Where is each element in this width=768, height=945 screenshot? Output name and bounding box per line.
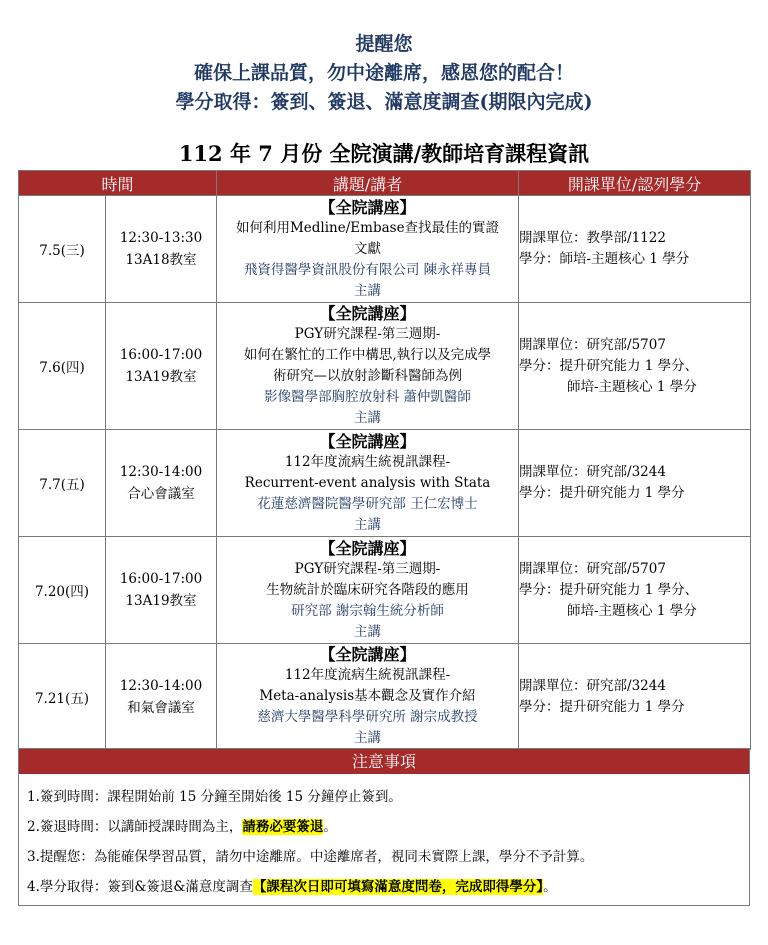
table-row — [19, 303, 751, 430]
note-sign-out: 2.簽退時間：以講師授課時間為主，請務必要簽退。 — [27, 819, 337, 835]
row-unit: 開課單位：研究部/5707 學分：提升研究能力 1 學分、 師培-主題核心 1 學分 — [519, 537, 751, 644]
col-header-unit: 開課單位/認列學分 — [519, 171, 751, 196]
row-topic: 【全院講座】 PGY研究課程-第三週期- 生物統計於臨床研究各階段的應用 研究部 謝宗翰生統分析師 主講 — [217, 537, 519, 644]
reminder-line-3: 學分取得：簽到、簽退、滿意度調查(期限內完成) — [175, 91, 593, 113]
note-reminder: 3.提醒您：為能確保學習品質，請勿中途離席。中途離席者，視同未實際上課，學分不予計算。 — [27, 849, 594, 865]
row-date: 7.6(四) — [19, 303, 106, 430]
page-title: 112 年 7 月份 全院演講/教師培育課程資訊 — [178, 141, 590, 166]
table-row — [19, 537, 751, 644]
row-time-room: 16:00-17:00 13A19教室 — [106, 537, 217, 644]
row-date: 7.20(四) — [19, 537, 106, 644]
table-row — [19, 430, 751, 537]
row-date: 7.5(三) — [19, 196, 106, 303]
note-credit-highlight: 【課程次日即可填寫滿意度問卷，完成即得學分】 — [252, 879, 544, 895]
col-header-topic: 講題/講者 — [217, 171, 519, 196]
row-unit: 開課單位：研究部/5707 學分：提升研究能力 1 學分、 師培-主題核心 1 學分 — [519, 303, 751, 430]
reminder-header — [0, 30, 768, 117]
col-header-time: 時間 — [19, 171, 217, 196]
notes-title: 注意事項 — [19, 749, 749, 774]
row-time-room: 12:30-13:30 13A18教室 — [106, 196, 217, 303]
row-unit: 開課單位：研究部/3244 學分：提升研究能力 1 學分 — [519, 644, 751, 750]
row-topic: 【全院講座】 PGY研究課程-第三週期- 如何在繁忙的工作中構思,執行以及完成學 術研究—以放射診斷科醫師為例 影像醫學部胸腔放射科 蕭仲凱醫師 主講 — [217, 303, 519, 430]
reminder-line-2: 確保上課品質，勿中途離席，感恩您的配合！ — [193, 62, 574, 84]
table-row — [19, 644, 751, 750]
notes-box — [18, 748, 750, 906]
row-unit: 開課單位：教學部/1122 學分：師培-主題核心 1 學分 — [519, 196, 751, 303]
row-unit: 開課單位：研究部/3244 學分：提升研究能力 1 學分 — [519, 430, 751, 537]
row-date: 7.7(五) — [19, 430, 106, 537]
row-date: 7.21(五) — [19, 644, 106, 750]
reminder-line-1: 提醒您 — [355, 33, 413, 55]
row-time-room: 12:30-14:00 合心會議室 — [106, 430, 217, 537]
table-row — [19, 196, 751, 303]
row-topic: 【全院講座】 112年度流病生統視訊課程- Recurrent-event analysis with Stata 花蓮慈濟醫院醫學研究部 王仁宏博士 主講 — [217, 430, 519, 537]
row-time-room: 12:30-14:00 和氣會議室 — [106, 644, 217, 750]
row-time-room: 16:00-17:00 13A19教室 — [106, 303, 217, 430]
note-credit: 4.學分取得：簽到&簽退&滿意度調查【課程次日即可填寫滿意度問卷，完成即得學分】。 — [27, 879, 557, 895]
note-sign-out-highlight: 請務必要簽退 — [242, 819, 324, 835]
row-topic: 【全院講座】 112年度流病生統視訊課程- Meta-analysis基本觀念及實作介紹 慈濟大學醫學科學研究所 謝宗成教授 主講 — [217, 644, 519, 750]
note-sign-in: 1.簽到時間：課程開始前 15 分鐘至開始後 15 分鐘停止簽到。 — [27, 789, 402, 805]
row-topic: 【全院講座】 如何利用Medline/Embase查找最佳的實證 文獻 飛資得醫學資訊股份有限公司 陳永祥專員 主講 — [217, 196, 519, 303]
schedule-table — [18, 170, 751, 750]
